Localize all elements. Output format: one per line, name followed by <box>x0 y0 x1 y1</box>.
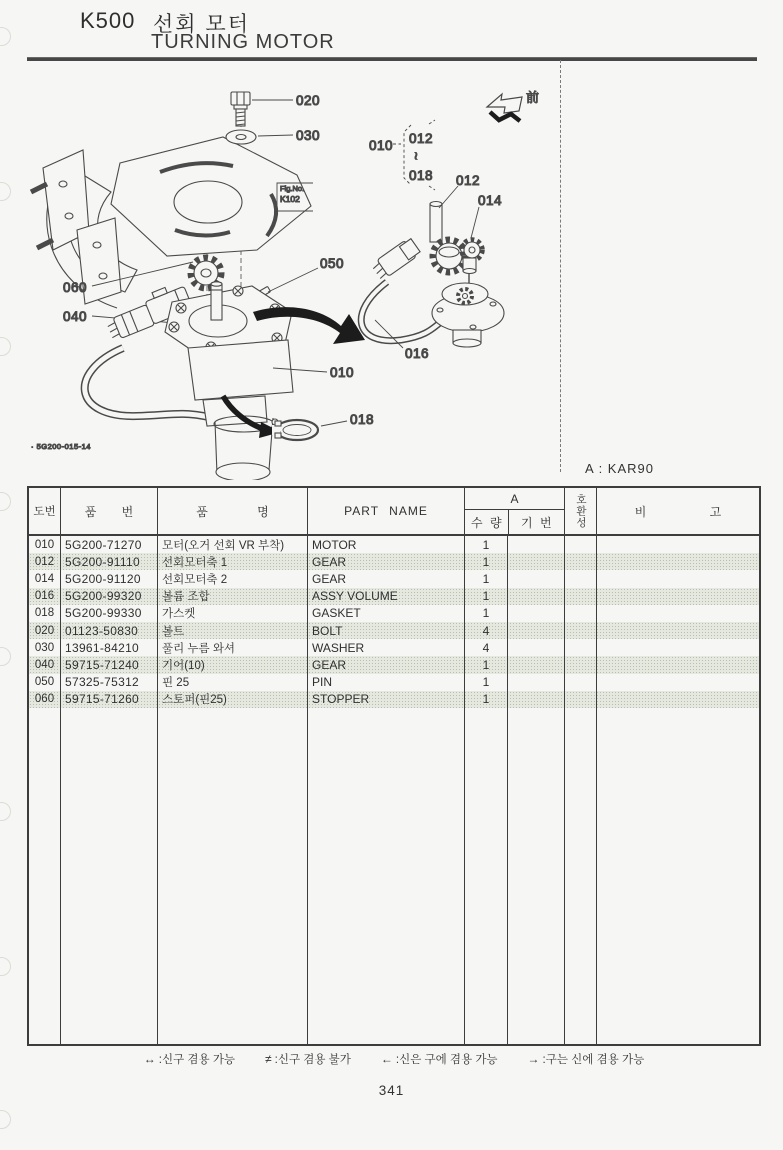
cell-part-name: GEAR <box>307 553 464 570</box>
cell-part-no: 01123-50830 <box>60 622 157 639</box>
cell-remark <box>596 605 759 622</box>
cell-name-ko: 스토퍼(핀25) <box>157 691 307 708</box>
not-equal-icon: ≠ <box>265 1052 272 1066</box>
cell-remark <box>596 570 759 587</box>
legend-item <box>528 1051 645 1067</box>
cell-serial <box>507 588 564 605</box>
cell-compat <box>564 570 596 587</box>
cell-remark <box>596 553 759 570</box>
cell-serial <box>507 553 564 570</box>
fig-ref-label: Fig.No. <box>280 184 305 193</box>
binder-hole <box>0 647 11 666</box>
both-ways-arrow-icon: ↔ <box>143 1052 156 1066</box>
callout-030: 030 <box>296 128 321 143</box>
cell-serial <box>507 656 564 673</box>
cell-no: 012 <box>34 555 55 568</box>
binder-hole <box>0 492 11 511</box>
callout-018: 018 <box>350 412 375 427</box>
callout-012: 012 <box>456 173 481 188</box>
front-label: 前 <box>526 90 540 105</box>
cell-part-no: 5G200-99330 <box>60 605 157 622</box>
cell-part-no: 57325-75312 <box>60 674 157 691</box>
cell-part-no: 59715-71260 <box>60 691 157 708</box>
cell-compat <box>564 674 596 691</box>
cell-qty: 1 <box>464 588 507 605</box>
cell-name-ko: 핀 25 <box>157 674 307 691</box>
header-a-label: A <box>465 488 564 510</box>
cell-remark <box>596 656 759 673</box>
cell-compat <box>564 536 596 553</box>
cell-qty: 4 <box>464 622 507 639</box>
cell-compat <box>564 691 596 708</box>
cell-no: 016 <box>34 590 55 603</box>
cell-part-name: GASKET <box>307 605 464 622</box>
binder-hole <box>0 957 11 976</box>
volume-cable-drawing <box>361 237 441 341</box>
cell-serial <box>507 674 564 691</box>
legend-text: :신구 겸용 가능 <box>158 1054 236 1066</box>
cell-serial <box>507 691 564 708</box>
header-compat-label: 호환성 <box>575 493 587 529</box>
left-arrow-icon: ← <box>380 1052 393 1066</box>
header-part-no: 품 번 <box>60 488 157 534</box>
cell-part-no: 5G200-91120 <box>60 570 157 587</box>
callout-040: 040 <box>63 309 88 324</box>
cell-part-name: MOTOR <box>307 536 464 553</box>
callout-line-030 <box>258 135 293 136</box>
cell-name-ko: 가스켓 <box>157 605 307 622</box>
binder-hole <box>0 182 11 201</box>
cell-qty: 1 <box>464 605 507 622</box>
cell-no: 010 <box>34 538 55 551</box>
cell-no: 014 <box>34 572 55 585</box>
cell-part-no: 13961-84210 <box>60 639 157 656</box>
table-empty-area <box>29 708 759 1044</box>
right-arrow-icon: → <box>527 1052 540 1066</box>
cell-part-no: 5G200-99320 <box>60 588 157 605</box>
cell-part-name: BOLT <box>307 622 464 639</box>
header-name-ko: 품 명 <box>157 488 307 534</box>
cell-no: 060 <box>34 693 55 706</box>
cell-part-name: PIN <box>307 674 464 691</box>
cell-part-name: ASSY VOLUME <box>307 588 464 605</box>
cell-serial <box>507 536 564 553</box>
volume-assembly-drawing <box>432 283 504 347</box>
cell-name-ko: 볼트 <box>157 622 307 639</box>
callout-050: 050 <box>320 256 345 271</box>
callout-line-012 <box>439 186 458 208</box>
page-title-english: TURNING MOTOR <box>151 31 335 53</box>
table-body <box>29 536 759 708</box>
header-rule <box>27 57 757 61</box>
cell-serial <box>507 622 564 639</box>
group-parent: 010 <box>369 138 394 153</box>
table-row <box>29 622 759 639</box>
cell-name-ko: 풀리 누름 와셔 <box>157 639 307 656</box>
cell-name-ko: 선회모터축 2 <box>157 570 307 587</box>
table-header <box>29 488 759 536</box>
cell-serial <box>507 570 564 587</box>
cell-compat <box>564 656 596 673</box>
washer-drawing <box>226 130 256 144</box>
section-code: K500 <box>80 8 136 33</box>
cell-name-ko: 선회모터축 1 <box>157 553 307 570</box>
cell-compat <box>564 605 596 622</box>
cell-qty: 1 <box>464 553 507 570</box>
table-row <box>29 691 759 708</box>
binder-hole <box>0 1110 11 1129</box>
page-number: 341 <box>378 1083 405 1098</box>
callout-020: 020 <box>296 93 321 108</box>
table-row <box>29 674 759 691</box>
cell-qty: 4 <box>464 639 507 656</box>
fig-ref-value: K102 <box>280 194 300 204</box>
table-row <box>29 570 759 587</box>
legend-item <box>265 1051 351 1067</box>
legend-text: :구는 신에 겸용 가능 <box>542 1054 645 1066</box>
callout-060: 060 <box>63 280 88 295</box>
header-group-a <box>464 488 564 534</box>
gasket-drawing <box>272 420 318 440</box>
cell-part-name: GEAR <box>307 656 464 673</box>
group-tilde: ~ <box>408 152 423 161</box>
table-row <box>29 639 759 656</box>
cell-serial <box>507 639 564 656</box>
header-remark: 비 고 <box>596 488 759 534</box>
cell-qty: 1 <box>464 536 507 553</box>
cell-remark <box>596 674 759 691</box>
cell-compat <box>564 588 596 605</box>
cell-remark <box>596 622 759 639</box>
table-row <box>29 553 759 570</box>
cell-part-no: 5G200-91110 <box>60 553 157 570</box>
table-row <box>29 605 759 622</box>
group-to: 018 <box>409 168 434 183</box>
cell-compat <box>564 553 596 570</box>
callout-line-018 <box>321 421 347 426</box>
compatibility-legend <box>27 1051 761 1067</box>
legend-item <box>144 1051 235 1067</box>
callout-line-050 <box>268 268 318 292</box>
cell-no: 020 <box>34 624 55 637</box>
cell-compat <box>564 639 596 656</box>
binder-hole <box>0 337 11 356</box>
table-row <box>29 588 759 605</box>
cell-remark <box>596 691 759 708</box>
cell-part-name: GEAR <box>307 570 464 587</box>
callout-010: 010 <box>330 365 355 380</box>
table-row <box>29 656 759 673</box>
cell-qty: 1 <box>464 570 507 587</box>
cell-part-no: 5G200-71270 <box>60 536 157 553</box>
cell-no: 018 <box>34 607 55 620</box>
cell-name-ko: 볼륨 조합 <box>157 588 307 605</box>
header-compat <box>564 488 596 534</box>
legend-text: :신구 겸용 불가 <box>274 1054 351 1066</box>
cell-remark <box>596 536 759 553</box>
header-fig-no: 도번 <box>33 506 56 518</box>
parts-table <box>27 486 761 1046</box>
model-note: A : KAR90 <box>585 461 654 476</box>
header-serial: 기 번 <box>508 510 564 534</box>
drawing-note: · 5G200-015-14 <box>31 442 91 451</box>
front-direction-arrow <box>487 94 522 121</box>
cell-qty: 1 <box>464 674 507 691</box>
header-qty: 수 량 <box>471 515 502 530</box>
callout-016: 016 <box>405 346 430 361</box>
shaft-gear-drawing <box>430 202 482 293</box>
bolt-drawing <box>231 92 250 126</box>
cell-no: 050 <box>34 676 55 689</box>
cell-part-name: WASHER <box>307 639 464 656</box>
cell-no: 030 <box>34 641 55 654</box>
cell-name-ko: 기어(10) <box>157 656 307 673</box>
header-part-name: PART NAME <box>307 488 464 534</box>
callout-014: 014 <box>478 193 503 208</box>
cell-part-name: STOPPER <box>307 691 464 708</box>
binder-hole <box>0 802 11 821</box>
cell-no: 040 <box>34 658 55 671</box>
group-from: 012 <box>409 131 434 146</box>
cell-qty: 1 <box>464 656 507 673</box>
cell-serial <box>507 605 564 622</box>
exploded-view-diagram <box>25 80 565 480</box>
cell-compat <box>564 622 596 639</box>
callout-line-014 <box>471 207 479 238</box>
table-row <box>29 536 759 553</box>
legend-item <box>381 1051 498 1067</box>
cell-part-no: 59715-71240 <box>60 656 157 673</box>
cell-remark <box>596 588 759 605</box>
page-title-korean: 선회 모터 <box>153 13 250 36</box>
cell-qty: 1 <box>464 691 507 708</box>
binder-hole <box>0 27 11 46</box>
legend-text: :신은 구에 겸용 가능 <box>395 1054 498 1066</box>
cell-name-ko: 모터(오거 선회 VR 부착) <box>157 536 307 553</box>
cell-remark <box>596 639 759 656</box>
